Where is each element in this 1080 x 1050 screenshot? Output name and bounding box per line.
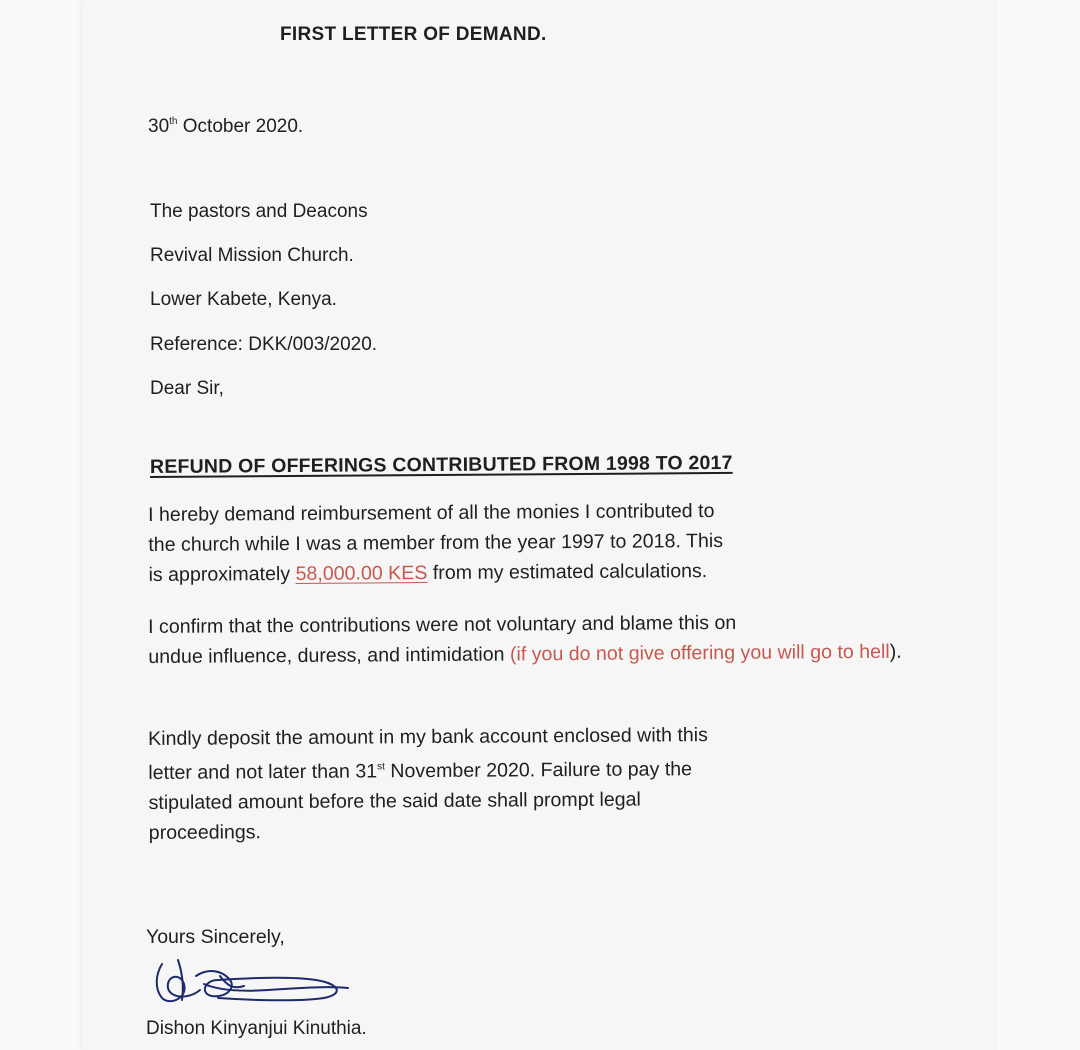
left-margin <box>0 0 82 1050</box>
signature-image <box>148 954 358 1014</box>
closing: Yours Sincerely, <box>146 926 285 948</box>
paragraph-1: I hereby demand reimbursement of all the monies I contributed to the church while I was a member from the year 1997 to 2018. This is approximately 58,000.00 KES from my estimated calculations. <box>148 500 724 586</box>
hell-quote-highlight: (if you do not give offering you will go to hell <box>509 640 890 666</box>
recipient-line: Lower Kabete, Kenya. <box>150 289 337 310</box>
salutation: Dear Sir, <box>150 378 224 399</box>
recipient-line: Revival Mission Church. <box>150 245 354 266</box>
reference-line: Reference: DKK/003/2020. <box>150 334 378 355</box>
subject-heading: REFUND OF OFFERINGS CONTRIBUTED FROM 1998 TO 2017 <box>149 451 733 478</box>
paragraph-2: I confirm that the contributions were not voluntary and blame this on undue influence, duress, and intimidation (if you do not give offering you will go to hell). <box>148 611 902 668</box>
signer-name: Dishon Kinyanjui Kinuthia. <box>146 1018 367 1039</box>
amount-highlight: 58,000.00 KES <box>295 562 428 585</box>
letter-title: FIRST LETTER OF DEMAND. <box>280 24 547 45</box>
paragraph-3: Kindly deposit the amount in my bank account enclosed with this letter and not later than 31st November 2020. Failure to pay the stipulated amount before the said date shall prompt legal proceedings. <box>148 724 709 844</box>
recipient-line: The pastors and Deacons <box>150 201 368 222</box>
right-margin <box>998 0 1080 1050</box>
letter-date: 30th October 2020. <box>148 116 304 137</box>
